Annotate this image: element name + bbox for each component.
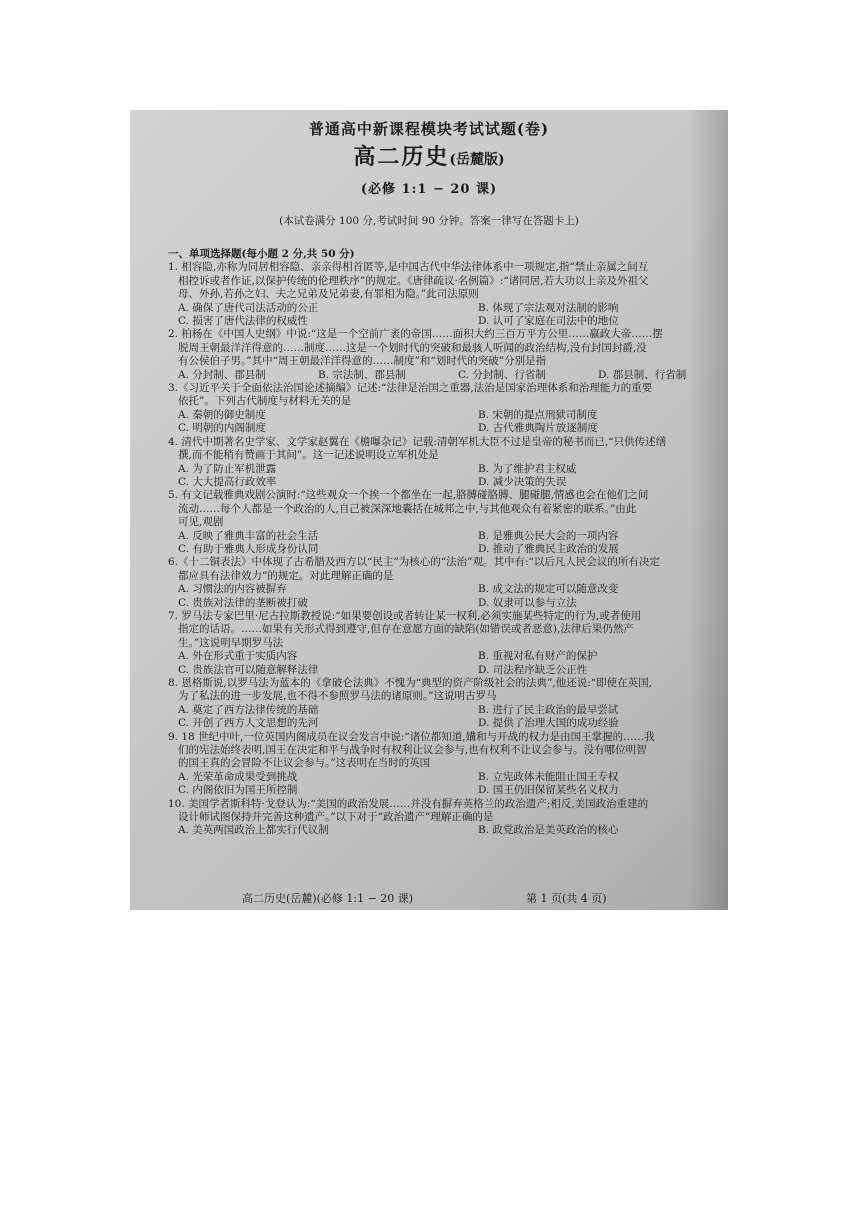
question-stem-line: 10. 美国学者斯科特·戈登认为:“美国的政治发展……并没有摒弃英格兰的政治遗产;相反,美国政治重建的 xyxy=(168,797,649,810)
option-c: C. 开创了西方人文思想的先河 xyxy=(178,717,319,730)
option-a: A. 美英两国政治上都实行代议制 xyxy=(178,824,329,837)
option-c: C. 损害了唐代法律的权威性 xyxy=(178,315,308,328)
option-d: D. 提供了治理大国的成功经验 xyxy=(478,717,619,730)
option-d: D. 减少决策的失误 xyxy=(478,475,567,488)
options xyxy=(168,650,728,677)
options xyxy=(168,463,728,490)
option-c: C. 贵族对法律的垄断被打破 xyxy=(178,596,308,609)
question-7 xyxy=(168,610,728,677)
question-stem-line: 可见,观剧 xyxy=(178,516,224,529)
option-b: B. 成文法的规定可以随意改变 xyxy=(478,583,619,596)
footer-course: 高二历史(岳麓)(必修 1:1 − 20 课) xyxy=(242,892,414,905)
edition-label: (岳麓版) xyxy=(449,152,505,168)
exam-scope: (必修 1:1 − 20 课) xyxy=(360,182,498,197)
question-stem-line: 9. 18 世纪中叶,一位英国内阁成员在议会发言中说:“诸位都知道,媾和与开战的权力是由国王掌握的……我 xyxy=(168,730,655,743)
question-8 xyxy=(168,677,728,731)
question-stem-line: 母、外孙,若孙之妇、夫之兄弟及兄弟妻,有罪相为隐。”此司法原则 xyxy=(178,288,479,301)
question-stem-line: 7. 罗马法专家巴里·尼古拉斯教授说:“如果要创设或者转让某一权利,必须实施某些特定的行为,或者使用 xyxy=(168,609,642,622)
question-9 xyxy=(168,731,728,798)
options xyxy=(168,530,728,557)
option-c: C. 分封制、行省制 xyxy=(458,368,546,381)
option-d: D. 古代雅典陶片放逐制度 xyxy=(478,422,598,435)
question-stem-line: 3.《习近平关于全面依法治国论述摘编》记述:“法律是治国之重器,法治是国家治理体系和治理能力的重要 xyxy=(168,382,653,395)
option-c: C. 大大提高行政效率 xyxy=(178,475,277,488)
option-a: A. 光荣革命成果受到挑战 xyxy=(178,770,298,783)
question-stem-line: 流动……每个人都是一个政治的人,自己被深深地囊括在城邦之中,与其他观众有着紧密的联系。”由此 xyxy=(178,502,637,515)
subject-name: 高二历史 xyxy=(353,144,450,170)
footer-page-number: 第 1 页(共 4 页) xyxy=(526,892,607,905)
question-stem-line: 相控诉或者作证,以保护传统的伦理秩序”的规定。《唐律疏议·名例篇》:“诸同居,若大功以上亲及外祖父 xyxy=(178,274,649,287)
question-stem-line: 们的宪法始终表明,国王在决定和平与战争时有权利让议会参与,也有权利不让议会参与。没有哪位明智 xyxy=(178,744,647,757)
option-a: A. 外在形式重于实质内容 xyxy=(178,650,298,663)
options xyxy=(168,771,728,798)
option-b: B. 是雅典公民大会的一项内容 xyxy=(478,529,619,542)
questions-body xyxy=(168,248,728,838)
question-6 xyxy=(168,556,728,610)
question-1 xyxy=(168,261,728,328)
option-a: A. 奠定了西方法律传统的基础 xyxy=(178,703,319,716)
question-stem-line: 4. 清代中期著名史学家、文学家赵翼在《檐曝杂记》记载:清朝军机大臣不过是皇帝的秘书而已,“只供传述缮 xyxy=(168,435,667,448)
option-d: D. 司法程序缺乏公正性 xyxy=(478,663,588,676)
question-stem-line: 5. 有文记载雅典戏剧公演时:“这些观众一个挨一个都坐在一起,胳膊碰胳膊、腿碰腿,情感也会在他们之间 xyxy=(168,489,649,502)
options xyxy=(168,302,728,329)
exam-instructions: (本试卷满分 100 分,考试时间 90 分钟。答案一律写在答题卡上) xyxy=(279,215,579,227)
option-b: B. 体现了宗法观对法制的影响 xyxy=(478,301,619,314)
question-stem-line: 2. 柏杨在《中国人史纲》中说:“这是一个空前广袤的帝国……面积大约三百万平方公里……嬴政大帝……摆 xyxy=(168,328,663,341)
options xyxy=(168,409,728,436)
option-c: C. 内阁依旧为国王所控制 xyxy=(178,784,298,797)
option-c: C. 贵族法官可以随意解释法律 xyxy=(178,663,319,676)
option-b: B. 进行了民主政治的最早尝试 xyxy=(478,703,619,716)
question-stem-line: 6.《十二铜表法》中体现了古希腊及西方以“民主”为核心的“法治”观。其中有:“以后凡人民会议的所有决定 xyxy=(168,556,660,569)
question-2 xyxy=(168,328,728,382)
option-b: B. 宗法制、郡县制 xyxy=(318,368,406,381)
question-stem-line: 脱周王朝最洋洋得意的……制度……这是一个划时代的突破和最骇人听闻的政治结构,没有封国封爵,没 xyxy=(178,341,647,354)
options xyxy=(168,583,728,610)
option-a: A. 习惯法的内容被摒弃 xyxy=(178,583,287,596)
option-a: A. 秦朝的御史制度 xyxy=(178,408,266,421)
question-10 xyxy=(168,798,728,838)
question-stem-line: 指定的话语。……如果有关形式得到遵守,但存在意愿方面的缺陷(如错误或者恶意),法律后果仍然产 xyxy=(178,623,634,636)
section-title: 一、单项选择题(每小题 2 分,共 50 分) xyxy=(168,248,355,260)
option-a: A. 确保了唐代司法活动的公正 xyxy=(178,301,319,314)
photo-shadow xyxy=(688,110,728,910)
option-a: A. 为了防止军机泄露 xyxy=(178,462,277,475)
option-b: B. 立宪政体未能阻止国王专权 xyxy=(478,770,619,783)
question-stem-line: 都应具有法律效力”的规定。对此理解正确的是 xyxy=(178,569,394,582)
options xyxy=(168,704,728,731)
exam-page-photo xyxy=(130,110,728,910)
question-4 xyxy=(168,436,728,490)
question-stem-line: 1. 相容隐,亦称为同居相容隐、亲亲得相首匿等,是中国古代中华法律体系中一项规定,指“禁止亲属之间互 xyxy=(168,261,649,274)
question-stem-line: 为了私法的进一步发展,也不得不参照罗马法的诸原则。”这说明古罗马 xyxy=(178,690,497,703)
question-stem-line: 撰,而不能稍有赞画于其间”。这一记述说明设立军机处是 xyxy=(178,449,439,462)
option-a: A. 反映了雅典丰富的社会生活 xyxy=(178,529,319,542)
option-c: C. 有助于雅典人形成身份认同 xyxy=(178,542,319,555)
question-stem-line: 依托”。下列古代制度与材料无关的是 xyxy=(178,395,352,408)
option-b: B. 重视对私有财产的保护 xyxy=(478,650,598,663)
question-stem-line: 8. 恩格斯说,以罗马法为蓝本的《拿破仑法典》不愧为“典型的资产阶级社会的法典”,他还说:“即使在英国, xyxy=(168,677,653,689)
exam-subject-title xyxy=(130,140,728,171)
question-stem-line: 生。”这说明早期罗马法 xyxy=(178,636,284,649)
question-5 xyxy=(168,489,728,556)
option-d: D. 国王仍旧保留某些名义权力 xyxy=(478,784,619,797)
option-b: B. 政党政治是美英政治的核心 xyxy=(478,824,619,837)
option-d: D. 奴隶可以参与立法 xyxy=(478,596,577,609)
question-stem-line: 的国王真的会冒险不让议会参与。”这表明在当时的英国 xyxy=(178,757,431,770)
option-d: D. 认可了家庭在司法中的地位 xyxy=(478,315,619,328)
option-b: B. 宋朝的提点刑狱司制度 xyxy=(478,408,598,421)
options xyxy=(168,369,728,382)
question-stem-line: 设计师试图保持并完善这种遗产。”以下对于“政治遗产”理解正确的是 xyxy=(178,811,494,824)
question-stem-line: 有公侯伯子男。”其中“周王朝最洋洋得意的……制度”和“划时代的突破”分别是指 xyxy=(178,355,547,368)
option-d: D. 推动了雅典民主政治的发展 xyxy=(478,542,619,555)
option-d: D. 郡县制、行省制 xyxy=(598,368,687,381)
option-a: A. 分封制、郡县制 xyxy=(178,368,266,381)
option-c: C. 明朝的内阁制度 xyxy=(178,422,266,435)
option-b: B. 为了维护君主权威 xyxy=(478,462,577,475)
exam-series-title: 普通高中新课程模块考试试题(卷) xyxy=(308,120,550,138)
options xyxy=(168,824,728,837)
question-3 xyxy=(168,382,728,436)
